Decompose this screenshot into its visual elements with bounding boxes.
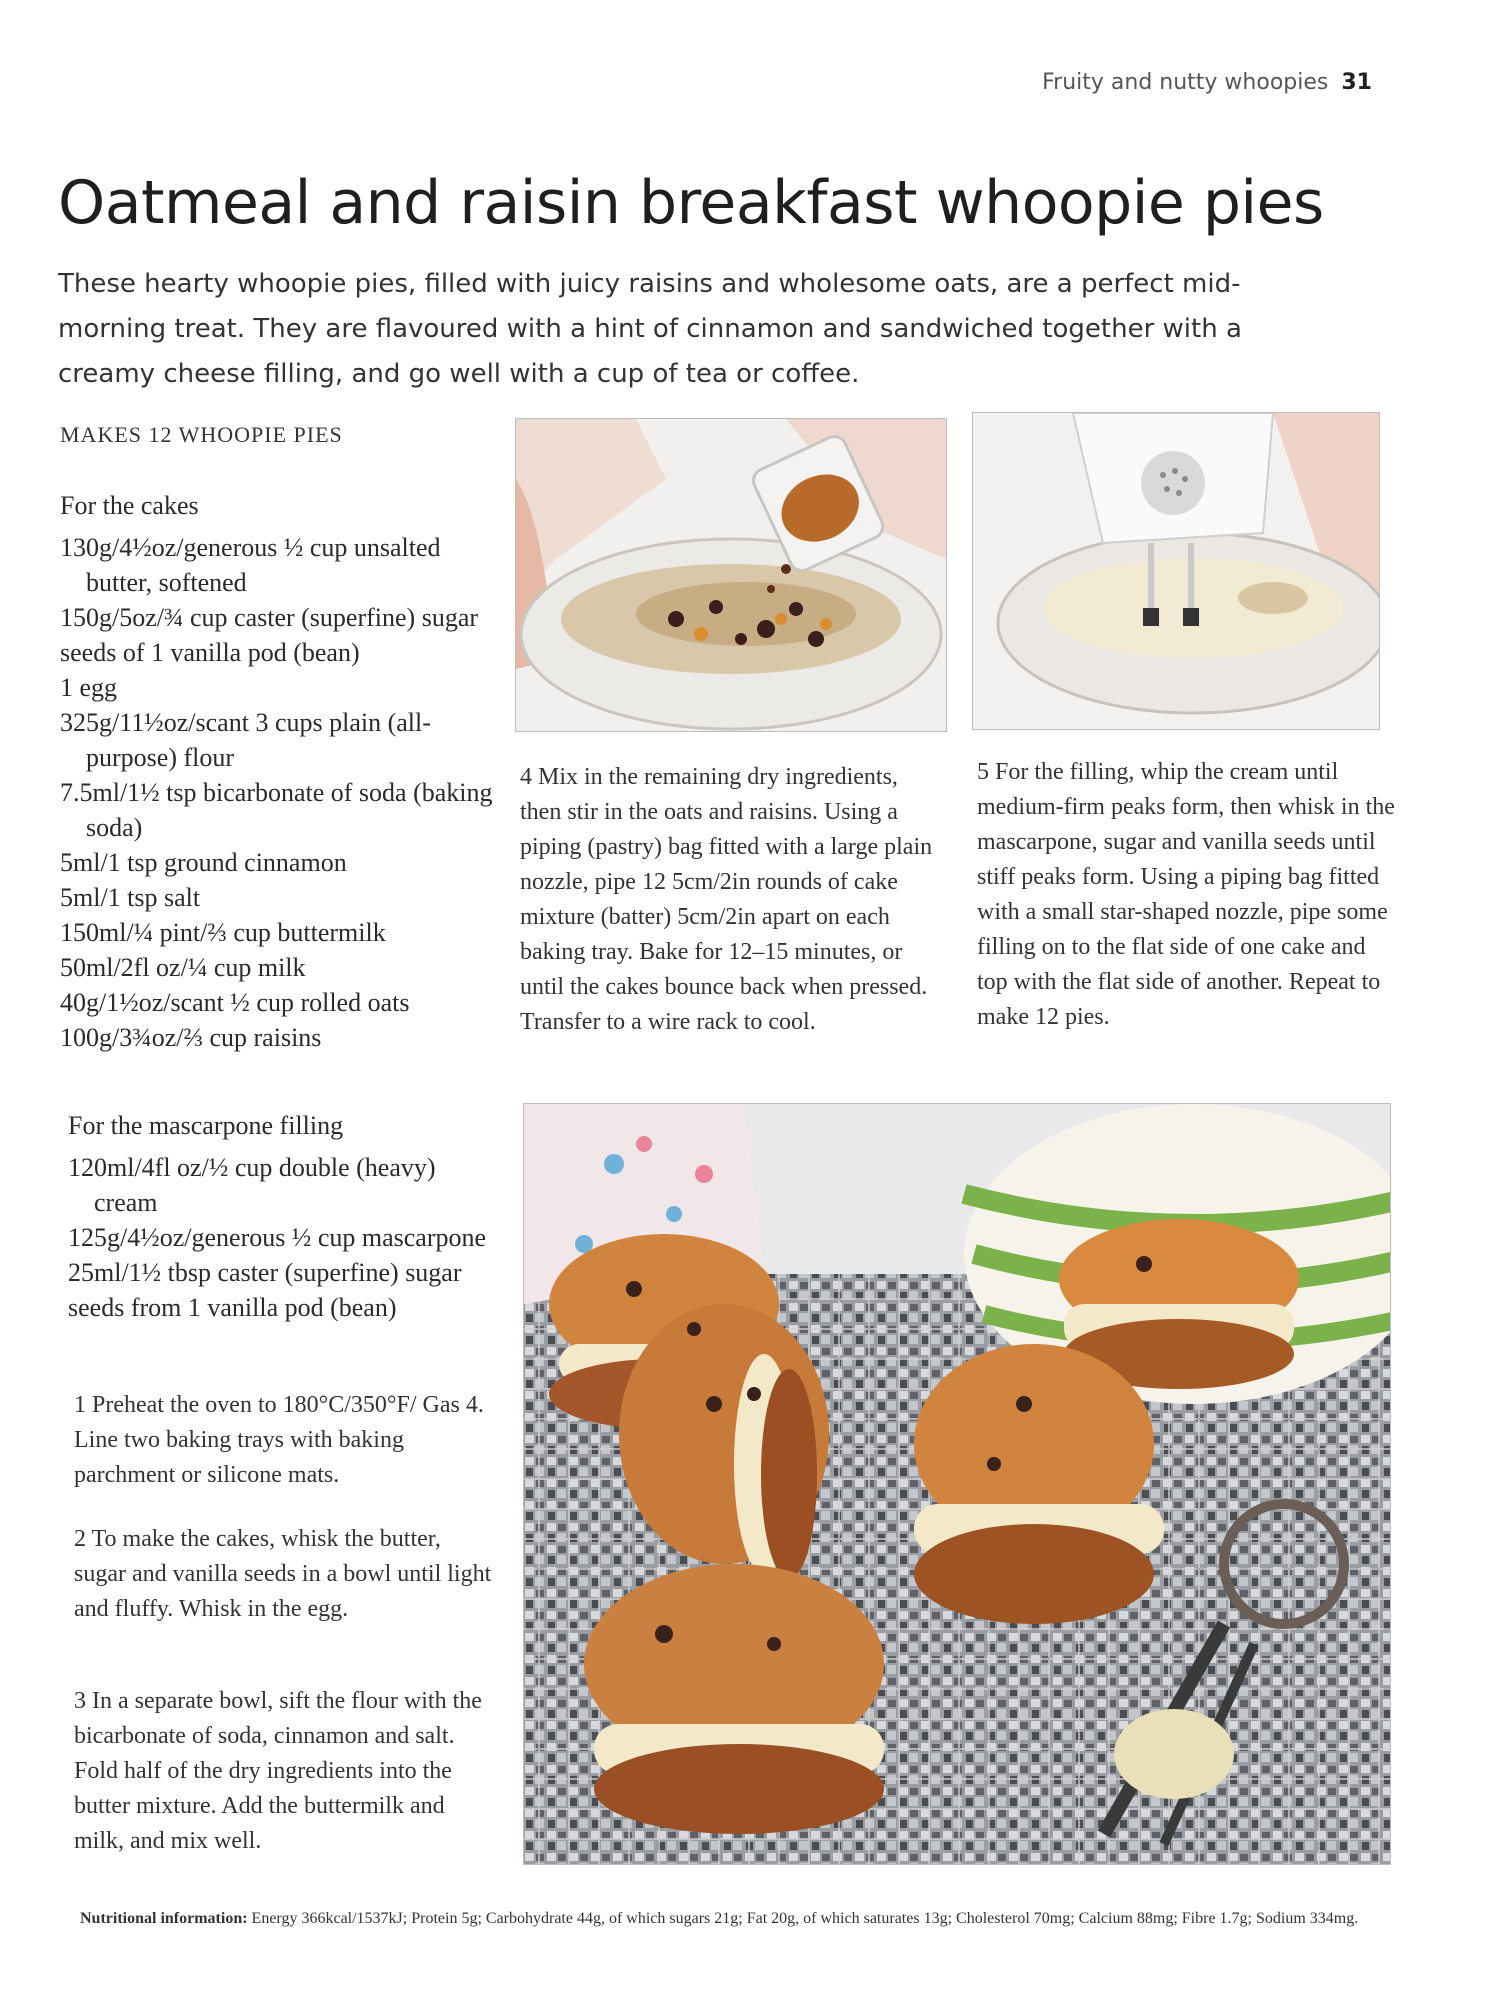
nutrition-label: Nutritional information:	[80, 1910, 248, 1927]
ingredient-item: 150ml/¼ pint/⅔ cup buttermilk	[60, 918, 386, 947]
nutritional-information	[80, 1910, 1400, 1928]
method-step-2: 2 To make the cakes, whisk the butter, sugar and vanilla seeds in a bowl until light and fluffy. Whisk in the egg.	[74, 1526, 492, 1622]
ingredient-item: 125g/4½oz/generous ½ cup mascarpone	[68, 1223, 487, 1252]
ingredient-item: 130g/4½oz/generous ½ cup unsalted butter, softened	[60, 533, 441, 597]
photo-whisking-filling	[972, 412, 1380, 730]
recipe-intro: These hearty whoopie pies, filled with juicy raisins and wholesome oats, are a perfect mid-morning treat. They are flavoured with a hint of cinnamon and sandwiched together with a creamy cheese filling, and go well with a cup of tea or coffee.	[58, 269, 1242, 389]
ingredient-item: 325g/11½oz/scant 3 cups plain (all-purpose) flour	[60, 708, 431, 772]
running-head	[1042, 70, 1372, 95]
ingredient-item: 1 egg	[60, 673, 118, 702]
ingredient-item: 50ml/2fl oz/¼ cup milk	[60, 953, 306, 982]
ingredient-item: 40g/1½oz/scant ½ cup rolled oats	[60, 988, 410, 1017]
cakes-ingredient-list	[60, 530, 500, 1055]
nutrition-text: Energy 366kcal/1537kJ; Protein 5g; Carbohydrate 44g, of which sugars 21g; Fat 20g, of which saturates 13g; Cholesterol 70mg; Calcium 88mg; Fibre 1.7g; Sodium 334mg.	[251, 1910, 1359, 1927]
photo-adding-raisins	[515, 418, 947, 732]
ingredient-item: 5ml/1 tsp ground cinnamon	[60, 848, 347, 877]
filling-ingredient-list	[68, 1150, 498, 1325]
ingredient-item: 7.5ml/1½ tsp bicarbonate of soda (baking soda)	[60, 778, 493, 842]
section-title: Fruity and nutty whoopies	[1042, 70, 1329, 95]
ingredient-item: seeds from 1 vanilla pod (bean)	[68, 1293, 397, 1322]
page-number: 31	[1341, 70, 1372, 95]
ingredient-item: 150g/5oz/¾ cup caster (superfine) sugar	[60, 603, 479, 632]
ingredient-item: 100g/3¾oz/⅔ cup raisins	[60, 1023, 322, 1052]
filling-ingredients	[68, 1108, 498, 1325]
ingredient-item: 25ml/1½ tbsp caster (superfine) sugar	[68, 1258, 462, 1287]
cakes-ingredients	[60, 488, 500, 1055]
method-step-4: 4 Mix in the remaining dry ingredients, then stir in the oats and raisins. Using a piping (pastry) bag fitted with a large plain nozzle, pipe 12 5cm/2in rounds of cake mixture (batter) 5cm/2in apart on each baking tray. Bake for 12–15 minutes, or until the cakes bounce back when pressed. Transfer to a wire rack to cool.	[520, 764, 933, 1035]
photo-finished-whoopie-pies	[523, 1103, 1391, 1865]
method-step-1: 1 Preheat the oven to 180°C/350°F/ Gas 4. Line two baking trays with baking parchment or silicone mats.	[74, 1392, 484, 1488]
ingredient-item: seeds of 1 vanilla pod (bean)	[60, 638, 360, 667]
ingredient-item: 120ml/4fl oz/½ cup double (heavy) cream	[68, 1153, 436, 1217]
yield-label: MAKES 12 WHOOPIE PIES	[60, 422, 343, 447]
filling-heading: For the mascarpone filling	[68, 1111, 344, 1140]
cakes-heading: For the cakes	[60, 491, 199, 520]
recipe-title: Oatmeal and raisin breakfast whoopie pies	[58, 168, 1324, 238]
method-step-5: 5 For the filling, whip the cream until medium-firm peaks form, then whisk in the mascarpone, sugar and vanilla seeds until stiff peaks form. Using a piping bag fitted with a small star-shaped nozzle, pipe some filling on to the flat side of one cake and top with the flat side of another. Repeat to make 12 pies.	[977, 759, 1395, 1030]
method-step-3: 3 In a separate bowl, sift the flour with the bicarbonate of soda, cinnamon and salt. Fold half of the dry ingredients into the butter mixture. Add the buttermilk and milk, and mix well.	[74, 1688, 482, 1854]
ingredient-item: 5ml/1 tsp salt	[60, 883, 201, 912]
